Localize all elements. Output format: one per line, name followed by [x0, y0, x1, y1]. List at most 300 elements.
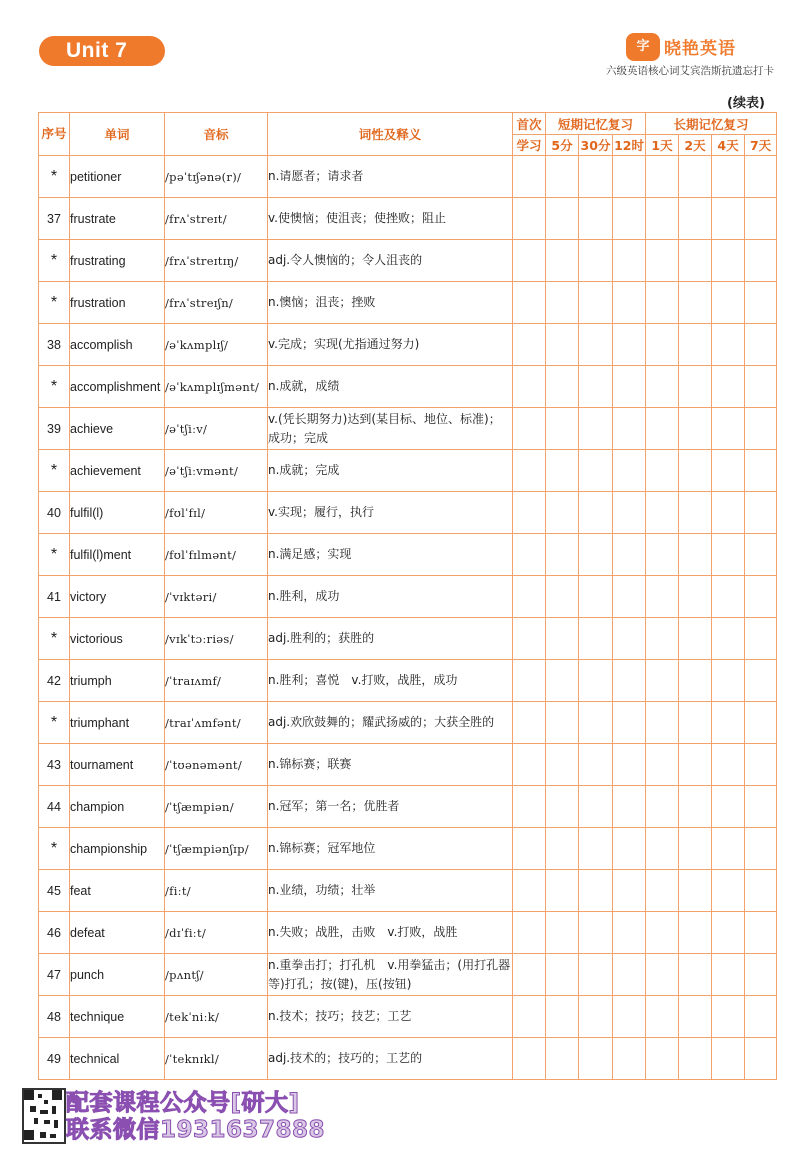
- row-definition: v.完成；实现(尤指通过努力): [268, 324, 513, 366]
- checkbox-cell[interactable]: [646, 156, 679, 198]
- checkbox-cell[interactable]: [513, 702, 546, 744]
- checkbox-cell[interactable]: [546, 996, 579, 1038]
- checkbox-cell[interactable]: [579, 702, 613, 744]
- row-number: 48: [39, 996, 70, 1038]
- checkbox-cell[interactable]: [579, 618, 613, 660]
- row-definition: n.重拳击打；打孔机 v.用拳猛击；(用打孔器等)打孔；按(键)，压(按钮): [268, 954, 513, 996]
- checkbox-cell[interactable]: [745, 408, 777, 450]
- checkbox-cell[interactable]: [579, 534, 613, 576]
- row-number: *: [39, 702, 70, 744]
- checkbox-cell[interactable]: [646, 324, 679, 366]
- row-number: 37: [39, 198, 70, 240]
- checkbox-cell[interactable]: [613, 282, 646, 324]
- table-row: [39, 492, 777, 534]
- checkbox-cell[interactable]: [712, 492, 745, 534]
- checkbox-cell[interactable]: [745, 282, 777, 324]
- checkbox-cell[interactable]: [712, 282, 745, 324]
- checkbox-cell[interactable]: [613, 912, 646, 954]
- checkbox-cell[interactable]: [513, 450, 546, 492]
- checkbox-cell[interactable]: [712, 870, 745, 912]
- checkbox-cell[interactable]: [613, 702, 646, 744]
- row-ipa: /əˈkʌmplɪʃ/: [165, 324, 268, 366]
- checkbox-cell[interactable]: [745, 366, 777, 408]
- row-definition: n.锦标赛；联赛: [268, 744, 513, 786]
- checkbox-cell[interactable]: [546, 450, 579, 492]
- checkbox-cell[interactable]: [679, 1038, 712, 1080]
- header-short-term: 短期记忆复习: [546, 113, 646, 135]
- row-definition: n.技术；技巧；技艺；工艺: [268, 996, 513, 1038]
- table-row: [39, 702, 777, 744]
- row-word: frustration: [70, 282, 165, 324]
- checkbox-cell[interactable]: [513, 156, 546, 198]
- checkbox-cell[interactable]: [679, 198, 712, 240]
- table-row: [39, 954, 777, 996]
- checkbox-cell[interactable]: [679, 576, 712, 618]
- checkbox-cell[interactable]: [513, 744, 546, 786]
- row-definition: adj.欢欣鼓舞的；耀武扬威的；大获全胜的: [268, 702, 513, 744]
- row-ipa: /əˈkʌmplɪʃmənt/: [165, 366, 268, 408]
- qr-module: [30, 1106, 36, 1112]
- row-word: frustrating: [70, 240, 165, 282]
- checkbox-cell[interactable]: [712, 786, 745, 828]
- checkbox-cell[interactable]: [679, 618, 712, 660]
- checkbox-cell[interactable]: [513, 240, 546, 282]
- checkbox-cell[interactable]: [712, 366, 745, 408]
- checkbox-cell[interactable]: [579, 366, 613, 408]
- checkbox-cell[interactable]: [712, 324, 745, 366]
- checkbox-cell[interactable]: [679, 660, 712, 702]
- checkbox-cell[interactable]: [745, 786, 777, 828]
- checkbox-cell[interactable]: [579, 240, 613, 282]
- checkbox-cell[interactable]: [513, 954, 546, 996]
- row-ipa: /ˈtʃæmpiən/: [165, 786, 268, 828]
- row-number: 43: [39, 744, 70, 786]
- row-word: fulfil(l)ment: [70, 534, 165, 576]
- checkbox-cell[interactable]: [579, 828, 613, 870]
- header-first-sub: 学习: [513, 135, 546, 156]
- checkbox-cell[interactable]: [613, 576, 646, 618]
- row-ipa: /fiːt/: [165, 870, 268, 912]
- checkbox-cell[interactable]: [646, 870, 679, 912]
- checkbox-cell[interactable]: [546, 240, 579, 282]
- checkbox-cell[interactable]: [679, 954, 712, 996]
- checkbox-cell[interactable]: [745, 1038, 777, 1080]
- checkbox-cell[interactable]: [679, 996, 712, 1038]
- row-number: *: [39, 450, 70, 492]
- row-definition: adj.技术的；技巧的；工艺的: [268, 1038, 513, 1080]
- table-row: [39, 282, 777, 324]
- checkbox-cell[interactable]: [646, 366, 679, 408]
- checkbox-cell[interactable]: [579, 450, 613, 492]
- header-4day: 4天: [712, 135, 745, 156]
- checkbox-cell[interactable]: [712, 954, 745, 996]
- checkbox-cell[interactable]: [513, 324, 546, 366]
- checkbox-cell[interactable]: [679, 828, 712, 870]
- table-row: [39, 408, 777, 450]
- checkbox-cell[interactable]: [546, 702, 579, 744]
- checkbox-cell[interactable]: [679, 324, 712, 366]
- row-definition: n.胜利，成功: [268, 576, 513, 618]
- checkbox-cell[interactable]: [712, 450, 745, 492]
- table-row: [39, 912, 777, 954]
- checkbox-cell[interactable]: [579, 198, 613, 240]
- checkbox-cell[interactable]: [546, 198, 579, 240]
- checkbox-cell[interactable]: [745, 702, 777, 744]
- qr-module: [44, 1100, 48, 1104]
- checkbox-cell[interactable]: [546, 408, 579, 450]
- checkbox-cell[interactable]: [646, 744, 679, 786]
- checkbox-cell[interactable]: [513, 1038, 546, 1080]
- checkbox-cell[interactable]: [579, 492, 613, 534]
- checkbox-cell[interactable]: [712, 198, 745, 240]
- checkbox-cell[interactable]: [613, 954, 646, 996]
- row-number: 46: [39, 912, 70, 954]
- checkbox-cell[interactable]: [646, 282, 679, 324]
- checkbox-cell[interactable]: [745, 450, 777, 492]
- row-word: accomplish: [70, 324, 165, 366]
- row-number: *: [39, 282, 70, 324]
- row-word: victorious: [70, 618, 165, 660]
- checkbox-cell[interactable]: [546, 870, 579, 912]
- qr-module: [54, 1120, 58, 1128]
- row-word: feat: [70, 870, 165, 912]
- row-ipa: /əˈtʃiːv/: [165, 408, 268, 450]
- checkbox-cell[interactable]: [546, 618, 579, 660]
- checkbox-cell[interactable]: [613, 450, 646, 492]
- checkbox-cell[interactable]: [745, 618, 777, 660]
- table-row: [39, 366, 777, 408]
- checkbox-cell[interactable]: [745, 870, 777, 912]
- table-row: [39, 996, 777, 1038]
- checkbox-cell[interactable]: [712, 408, 745, 450]
- row-definition: n.胜利；喜悦 v.打败，战胜，成功: [268, 660, 513, 702]
- table-row: [39, 576, 777, 618]
- row-definition: n.请愿者；请求者: [268, 156, 513, 198]
- checkbox-cell[interactable]: [646, 702, 679, 744]
- vocab-table: [38, 112, 777, 1080]
- row-definition: n.懊恼；沮丧；挫败: [268, 282, 513, 324]
- row-number: 40: [39, 492, 70, 534]
- checkbox-cell[interactable]: [579, 576, 613, 618]
- checkbox-cell[interactable]: [745, 240, 777, 282]
- checkbox-cell[interactable]: [579, 954, 613, 996]
- row-word: tournament: [70, 744, 165, 786]
- checkbox-cell[interactable]: [579, 324, 613, 366]
- row-word: technique: [70, 996, 165, 1038]
- checkbox-cell[interactable]: [646, 576, 679, 618]
- row-ipa: /frʌˈstreɪt/: [165, 198, 268, 240]
- checkbox-cell[interactable]: [646, 996, 679, 1038]
- header-word: 单词: [70, 113, 165, 156]
- checkbox-cell[interactable]: [646, 954, 679, 996]
- table-row: [39, 870, 777, 912]
- checkbox-cell[interactable]: [646, 660, 679, 702]
- checkbox-cell[interactable]: [513, 282, 546, 324]
- checkbox-cell[interactable]: [579, 744, 613, 786]
- checkbox-cell[interactable]: [646, 492, 679, 534]
- row-number: 47: [39, 954, 70, 996]
- checkbox-cell[interactable]: [546, 282, 579, 324]
- checkbox-cell[interactable]: [679, 870, 712, 912]
- checkbox-cell[interactable]: [613, 996, 646, 1038]
- checkbox-cell[interactable]: [679, 282, 712, 324]
- checkbox-cell[interactable]: [513, 366, 546, 408]
- checkbox-cell[interactable]: [613, 744, 646, 786]
- header-12h: 12时: [613, 135, 646, 156]
- checkbox-cell[interactable]: [646, 450, 679, 492]
- checkbox-cell[interactable]: [646, 618, 679, 660]
- row-definition: adj.令人懊恼的；令人沮丧的: [268, 240, 513, 282]
- row-ipa: /vɪkˈtɔːriəs/: [165, 618, 268, 660]
- checkbox-cell[interactable]: [579, 156, 613, 198]
- checkbox-cell[interactable]: [546, 828, 579, 870]
- qr-module: [44, 1120, 50, 1124]
- checkbox-cell[interactable]: [513, 408, 546, 450]
- row-word: achievement: [70, 450, 165, 492]
- row-word: punch: [70, 954, 165, 996]
- brand-name: 晓艳英语: [664, 39, 736, 59]
- checkbox-cell[interactable]: [579, 1038, 613, 1080]
- row-number: *: [39, 156, 70, 198]
- checkbox-cell[interactable]: [613, 492, 646, 534]
- checkbox-cell[interactable]: [712, 1038, 745, 1080]
- row-ipa: /pəˈtɪʃənə(r)/: [165, 156, 268, 198]
- checkbox-cell[interactable]: [745, 828, 777, 870]
- checkbox-cell[interactable]: [513, 534, 546, 576]
- qr-module: [24, 1130, 34, 1140]
- checkbox-cell[interactable]: [679, 912, 712, 954]
- checkbox-cell[interactable]: [613, 534, 646, 576]
- checkbox-cell[interactable]: [613, 870, 646, 912]
- checkbox-cell[interactable]: [613, 198, 646, 240]
- checkbox-cell[interactable]: [579, 408, 613, 450]
- row-word: championship: [70, 828, 165, 870]
- row-definition: v.使懊恼；使沮丧；使挫败；阻止: [268, 198, 513, 240]
- row-number: 38: [39, 324, 70, 366]
- table-row: [39, 744, 777, 786]
- checkbox-cell[interactable]: [546, 744, 579, 786]
- checkbox-cell[interactable]: [613, 828, 646, 870]
- checkbox-cell[interactable]: [745, 198, 777, 240]
- checkbox-cell[interactable]: [712, 534, 745, 576]
- checkbox-cell[interactable]: [712, 912, 745, 954]
- checkbox-cell[interactable]: [579, 912, 613, 954]
- checkbox-cell[interactable]: [745, 156, 777, 198]
- checkbox-cell[interactable]: [613, 786, 646, 828]
- row-word: fulfil(l): [70, 492, 165, 534]
- checkbox-cell[interactable]: [745, 324, 777, 366]
- row-definition: n.失败；战胜，击败 v.打败，战胜: [268, 912, 513, 954]
- row-ipa: /dɪˈfiːt/: [165, 912, 268, 954]
- checkbox-cell[interactable]: [712, 702, 745, 744]
- promo-line-1: 配套课程公众号[研大]: [66, 1090, 300, 1116]
- checkbox-cell[interactable]: [646, 408, 679, 450]
- checkbox-cell[interactable]: [745, 660, 777, 702]
- row-number: 41: [39, 576, 70, 618]
- checkbox-cell[interactable]: [613, 366, 646, 408]
- promo-line-2: 联系微信1931637888: [66, 1117, 326, 1143]
- checkbox-cell[interactable]: [579, 870, 613, 912]
- checkbox-cell[interactable]: [679, 240, 712, 282]
- checkbox-cell[interactable]: [745, 576, 777, 618]
- checkbox-cell[interactable]: [646, 534, 679, 576]
- checkbox-cell[interactable]: [546, 156, 579, 198]
- checkbox-cell[interactable]: [513, 618, 546, 660]
- checkbox-cell[interactable]: [745, 492, 777, 534]
- row-ipa: /ˈtraɪʌmf/: [165, 660, 268, 702]
- checkbox-cell[interactable]: [546, 912, 579, 954]
- row-ipa: /əˈtʃiːvmənt/: [165, 450, 268, 492]
- row-ipa: /ˈvɪktəri/: [165, 576, 268, 618]
- checkbox-cell[interactable]: [646, 1038, 679, 1080]
- row-number: *: [39, 534, 70, 576]
- checkbox-cell[interactable]: [613, 1038, 646, 1080]
- checkbox-cell[interactable]: [546, 492, 579, 534]
- vocab-body: [39, 156, 777, 1080]
- checkbox-cell[interactable]: [513, 660, 546, 702]
- row-definition: n.业绩，功绩；壮举: [268, 870, 513, 912]
- checkbox-cell[interactable]: [613, 660, 646, 702]
- checkbox-cell[interactable]: [513, 786, 546, 828]
- brand-header: [584, 33, 774, 83]
- checkbox-cell[interactable]: [513, 828, 546, 870]
- brand-logo-icon: 字: [626, 33, 660, 61]
- checkbox-cell[interactable]: [513, 576, 546, 618]
- qr-module: [38, 1094, 42, 1098]
- checkbox-cell[interactable]: [679, 534, 712, 576]
- checkbox-cell[interactable]: [546, 954, 579, 996]
- row-ipa: /fʊlˈfɪlmənt/: [165, 534, 268, 576]
- checkbox-cell[interactable]: [679, 492, 712, 534]
- row-ipa: /fʊlˈfɪl/: [165, 492, 268, 534]
- row-number: 42: [39, 660, 70, 702]
- checkbox-cell[interactable]: [646, 240, 679, 282]
- checkbox-cell[interactable]: [712, 618, 745, 660]
- checkbox-cell[interactable]: [513, 996, 546, 1038]
- checkbox-cell[interactable]: [646, 912, 679, 954]
- row-word: triumphant: [70, 702, 165, 744]
- checkbox-cell[interactable]: [712, 744, 745, 786]
- row-ipa: /ˈteknɪkl/: [165, 1038, 268, 1080]
- row-ipa: /pʌntʃ/: [165, 954, 268, 996]
- checkbox-cell[interactable]: [646, 198, 679, 240]
- row-number: *: [39, 366, 70, 408]
- checkbox-cell[interactable]: [679, 366, 712, 408]
- row-definition: v.(凭长期努力)达到(某目标、地位、标准)；成功；完成: [268, 408, 513, 450]
- table-row: [39, 450, 777, 492]
- checkbox-cell[interactable]: [745, 534, 777, 576]
- checkbox-cell[interactable]: [679, 702, 712, 744]
- table-row: [39, 828, 777, 870]
- header-5min: 5分: [546, 135, 579, 156]
- qr-module: [40, 1132, 46, 1138]
- row-ipa: /tekˈniːk/: [165, 996, 268, 1038]
- checkbox-cell[interactable]: [613, 408, 646, 450]
- checkbox-cell[interactable]: [579, 786, 613, 828]
- row-definition: v.实现；履行，执行: [268, 492, 513, 534]
- table-row: [39, 198, 777, 240]
- checkbox-cell[interactable]: [546, 660, 579, 702]
- checkbox-cell[interactable]: [646, 828, 679, 870]
- checkbox-cell[interactable]: [546, 366, 579, 408]
- row-number: 49: [39, 1038, 70, 1080]
- row-number: *: [39, 240, 70, 282]
- row-definition: n.成就；完成: [268, 450, 513, 492]
- checkbox-cell[interactable]: [546, 324, 579, 366]
- row-definition: n.满足感；实现: [268, 534, 513, 576]
- checkbox-cell[interactable]: [745, 996, 777, 1038]
- checkbox-cell[interactable]: [712, 660, 745, 702]
- checkbox-cell[interactable]: [712, 240, 745, 282]
- checkbox-cell[interactable]: [679, 786, 712, 828]
- checkbox-cell[interactable]: [745, 744, 777, 786]
- table-row: [39, 660, 777, 702]
- checkbox-cell[interactable]: [513, 198, 546, 240]
- brand-subtitle: 六级英语核心词艾宾浩斯抗遗忘打卡: [606, 65, 774, 77]
- row-number: *: [39, 828, 70, 870]
- row-ipa: /frʌˈstreɪtɪŋ/: [165, 240, 268, 282]
- row-number: 45: [39, 870, 70, 912]
- checkbox-cell[interactable]: [679, 450, 712, 492]
- checkbox-cell[interactable]: [579, 282, 613, 324]
- unit-badge: Unit 7: [39, 36, 165, 66]
- checkbox-cell[interactable]: [513, 492, 546, 534]
- checkbox-cell[interactable]: [546, 576, 579, 618]
- table-row: [39, 1038, 777, 1080]
- table-row: [39, 240, 777, 282]
- row-definition: n.成就，成绩: [268, 366, 513, 408]
- row-word: petitioner: [70, 156, 165, 198]
- checkbox-cell[interactable]: [613, 618, 646, 660]
- checkbox-cell[interactable]: [513, 912, 546, 954]
- checkbox-cell[interactable]: [546, 534, 579, 576]
- checkbox-cell[interactable]: [712, 996, 745, 1038]
- row-ipa: /traɪˈʌmfənt/: [165, 702, 268, 744]
- header-7day: 7天: [745, 135, 777, 156]
- header-def: 词性及释义: [268, 113, 513, 156]
- checkbox-cell[interactable]: [712, 576, 745, 618]
- header-ipa: 音标: [165, 113, 268, 156]
- header-2day: 2天: [679, 135, 712, 156]
- checkbox-cell[interactable]: [679, 744, 712, 786]
- checkbox-cell[interactable]: [613, 156, 646, 198]
- checkbox-cell[interactable]: [513, 870, 546, 912]
- checkbox-cell[interactable]: [679, 408, 712, 450]
- checkbox-cell[interactable]: [712, 156, 745, 198]
- row-ipa: /frʌˈstreɪʃn/: [165, 282, 268, 324]
- checkbox-cell[interactable]: [712, 828, 745, 870]
- checkbox-cell[interactable]: [613, 324, 646, 366]
- checkbox-cell[interactable]: [579, 660, 613, 702]
- row-word: defeat: [70, 912, 165, 954]
- qr-module: [34, 1118, 38, 1124]
- qr-code-icon: [22, 1088, 66, 1144]
- checkbox-cell[interactable]: [579, 996, 613, 1038]
- checkbox-cell[interactable]: [546, 786, 579, 828]
- checkbox-cell[interactable]: [745, 954, 777, 996]
- table-row: [39, 534, 777, 576]
- row-word: frustrate: [70, 198, 165, 240]
- continued-label: (续表): [727, 96, 765, 111]
- row-definition: adj.胜利的；获胜的: [268, 618, 513, 660]
- checkbox-cell[interactable]: [546, 1038, 579, 1080]
- qr-module: [52, 1106, 56, 1114]
- checkbox-cell[interactable]: [679, 156, 712, 198]
- checkbox-cell[interactable]: [613, 240, 646, 282]
- checkbox-cell[interactable]: [646, 786, 679, 828]
- header-first: 首次: [513, 113, 546, 135]
- checkbox-cell[interactable]: [745, 912, 777, 954]
